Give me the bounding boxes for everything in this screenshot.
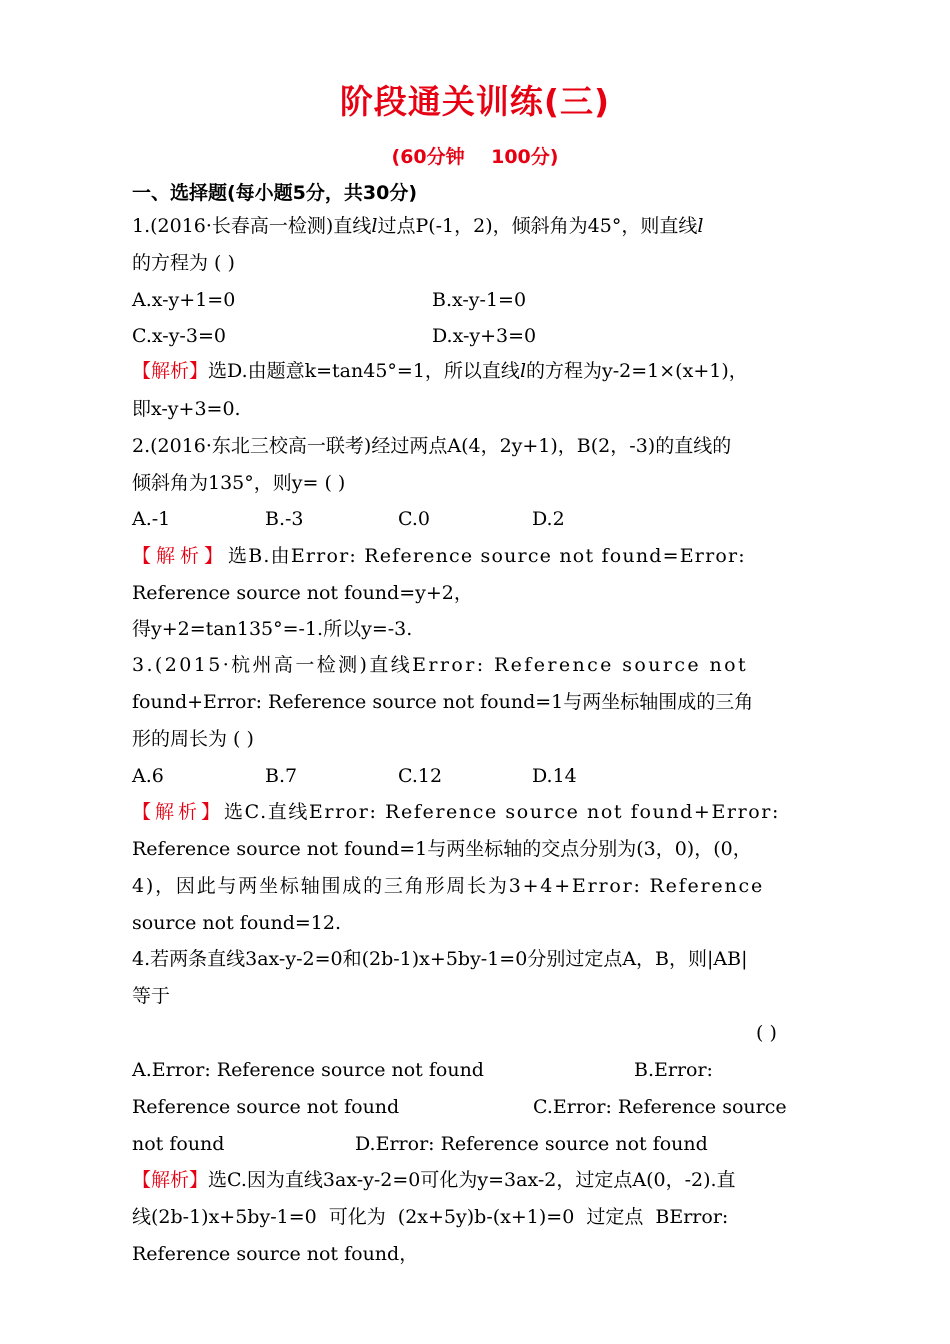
q1-line-1: 1.(2016·长春高一检测)直线l过点P(-1，2)，倾斜角为45°，则直线l	[132, 215, 704, 237]
q2-line-2: 倾斜角为135°，则y= ( )	[132, 472, 346, 494]
q4-option-d: D.Error: Reference source not found	[355, 1133, 708, 1155]
q3-analysis-line-3: 4)，因此与两坐标轴围成的三角形周长为3+4+Error: Reference	[132, 875, 764, 897]
q3-analysis-line-4: source not found=12.	[132, 912, 342, 934]
q1-analysis-line-2: 即x-y+3=0.	[132, 398, 241, 420]
q3-option-c: C.12	[398, 765, 443, 787]
q2-option-a: A.-1	[132, 508, 171, 530]
q2-option-c: C.0	[398, 508, 430, 530]
q1-option-d: D.x-y+3=0	[432, 325, 537, 347]
q1-option-b: B.x-y-1=0	[432, 289, 527, 311]
q1-analysis-line-1: 【解析】选D.由题意k=tan45°=1，所以直线l的方程为y-2=1×(x+1)，	[132, 360, 748, 382]
q3-line-1: 3.(2015·杭州高一检测)直线Error: Reference source not	[132, 654, 749, 676]
q1-option-a: A.x-y+1=0	[132, 289, 236, 311]
q2-option-b: B.-3	[265, 508, 304, 530]
q2-option-d: D.2	[532, 508, 565, 530]
q2-analysis-line-2: Reference source not found=y+2，	[132, 582, 473, 604]
q2-analysis-line-3: 得y+2=tan135°=-1.所以y=-3.	[132, 618, 413, 640]
q3-analysis-line-1: 【解析】选C.直线Error: Reference source not found+Error:	[132, 801, 780, 823]
q4-option-b-cont: Reference source not found	[132, 1096, 400, 1118]
q4-option-a: A.Error: Reference source not found	[132, 1059, 484, 1081]
q4-analysis-line-2: 线(2b-1)x+5by-1=0 可化为 (2x+5y)b-(x+1)=0 过定点 BError:	[132, 1206, 729, 1228]
q3-analysis-line-2: Reference source not found=1与两坐标轴的交点分别为(3，0)，(0，	[132, 838, 752, 860]
q3-option-a: A.6	[132, 765, 164, 787]
section-heading: 一、选择题(每小题5分，共30分)	[132, 182, 418, 204]
q4-analysis-line-3: Reference source not found，	[132, 1243, 419, 1265]
q1-option-c: C.x-y-3=0	[132, 325, 226, 347]
q2-line-1: 2.(2016·东北三校高一联考)经过两点A(4，2y+1)，B(2，-3)的直线的	[132, 435, 732, 457]
q4-option-c-cont: not found	[132, 1133, 225, 1155]
q3-option-d: D.14	[532, 765, 577, 787]
q4-analysis-line-1: 【解析】选C.因为直线3ax-y-2=0可化为y=3ax-2，过定点A(0，-2).直	[132, 1169, 736, 1191]
q3-line-3: 形的周长为 ( )	[132, 728, 254, 750]
page-subtitle: (60分钟 100分)	[391, 146, 559, 168]
q4-line-2: 等于	[132, 985, 171, 1007]
analysis-label: 【解析】	[132, 360, 209, 382]
page-title: 阶段通关训练(三)	[339, 82, 611, 121]
q4-answer-paren: ( )	[756, 1022, 777, 1044]
q2-analysis-line-1: 【解析】选B.由Error: Reference source not found=Error:	[132, 545, 746, 567]
q4-line-1: 4.若两条直线3ax-y-2=0和(2b-1)x+5by-1=0分别过定点A，B，则|AB|	[132, 948, 748, 970]
q4-option-b: B.Error:	[634, 1059, 713, 1081]
q1-line-2: 的方程为 ( )	[132, 252, 235, 274]
q3-option-b: B.7	[265, 765, 298, 787]
q4-option-c: C.Error: Reference source	[533, 1096, 787, 1118]
q3-line-2: found+Error: Reference source not found=1与两坐标轴围成的三角	[132, 691, 754, 713]
